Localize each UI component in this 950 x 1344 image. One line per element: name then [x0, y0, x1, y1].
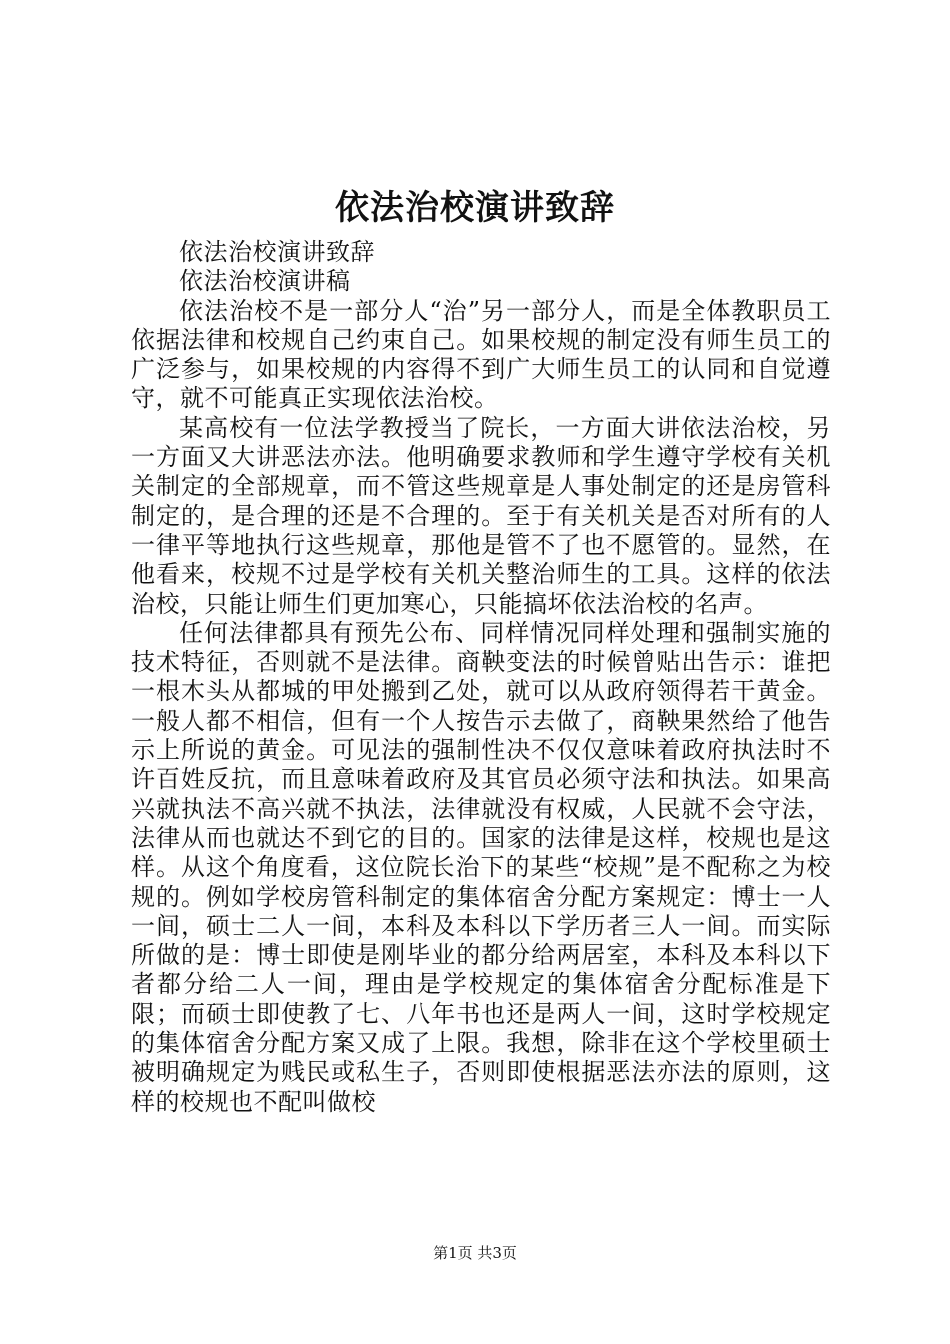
page-number-footer: 第1页 共3页 [433, 1244, 517, 1262]
document-body [131, 238, 831, 1117]
paragraph-subtitle-1: 依法治校演讲致辞 [179, 238, 375, 266]
document-title: 依法治校演讲致辞 [335, 188, 615, 228]
paragraph: 依法治校不是一部分人“治”另一部分人，而是全体教职员工依据法律和校规自己约束自己。如果校规的制定没有师生员工的广泛参与，如果校规的内容得不到广大师生员工的认同和自觉遵守，就不可能真正实现依法治校。 [131, 296, 831, 413]
paragraph: 某高校有一位法学教授当了院长，一方面大讲依法治校，另一方面又大讲恶法亦法。他明确要求教师和学生遵守学校有关机关制定的全部规章，而不管这些规章是人事处制定的还是房管科制定的，是合理的还是不合理的。至于有关机关是否对所有的人一律平等地执行这些规章，那他是管不了也不愿管的。显然，在他看来，校规不过是学校有关机关整治师生的工具。这样的依法治校，只能让师生们更加寒心，只能搞坏依法治校的名声。 [131, 413, 831, 618]
paragraph-subtitle-2: 依法治校演讲稿 [179, 267, 351, 296]
paragraph: 任何法律都具有预先公布、同样情况同样处理和强制实施的技术特征，否则就不是法律。商鞅变法的时候曾贴出告示：谁把一根木头从都城的甲处搬到乙处，就可以从政府领得若干黄金。一般人都不相信，但有一个人按告示去做了，商鞅果然给了他告示上所说的黄金。可见法的强制性决不仅仅意味着政府执法时不许百姓反抗，而且意味着政府及其官员必须守法和执法。如果高兴就执法不高兴就不执法，法律就没有权威，人民就不会守法，法律从而也就达不到它的目的。国家的法律是这样，校规也是这样。从这个角度看，这位院长治下的某些“校规”是不配称之为校规的。例如学校房管科制定的集体宿舍分配方案规定：博士一人一间，硕士二人一间，本科及本科以下学历者三人一间。而实际所做的是：博士即使是刚毕业的都分给两居室，本科及本科以下者都分给二人一间，理由是学校规定的集体宿舍分配标准是下限；而硕士即使教了七、八年书也还是两人一间，这时学校规定的集体宿舍分配方案又成了上限。我想，除非在这个学校里硕士被明确规定为贱民或私生子，否则即使根据恶法亦法的原则，这样的校规也不配叫做校 [131, 618, 831, 1116]
